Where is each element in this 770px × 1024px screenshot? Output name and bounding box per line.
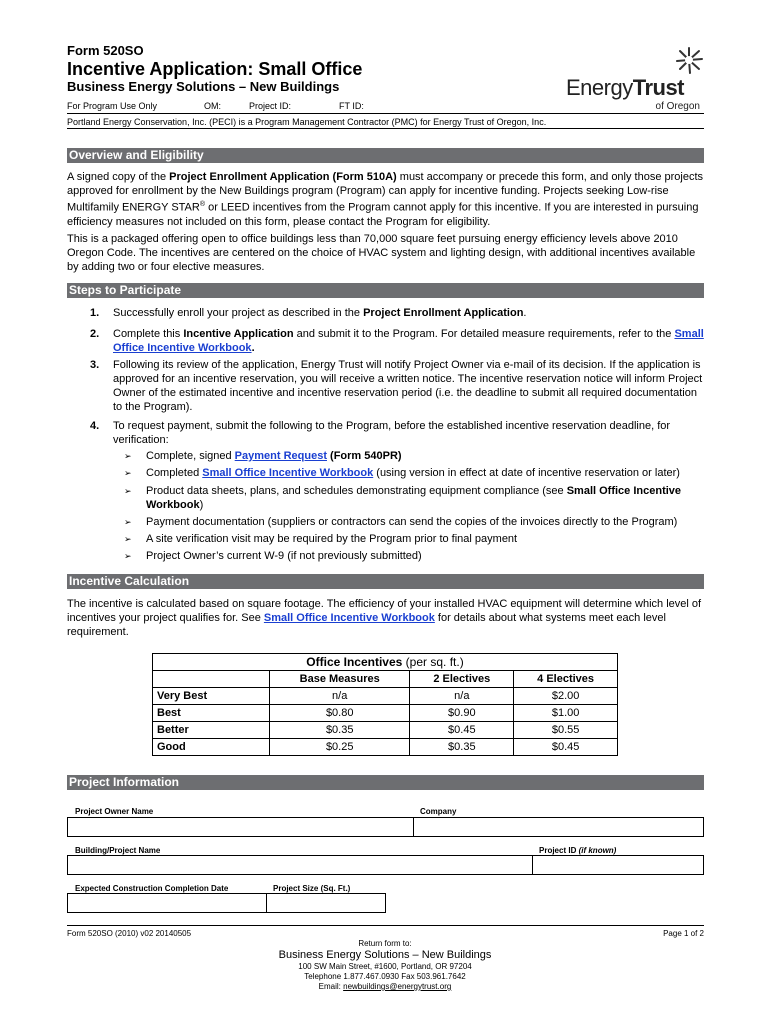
arrow-bullet-icon: ➢ — [124, 468, 132, 478]
ft-id-label: FT ID: — [339, 101, 364, 111]
table-row: Good $0.25 $0.35 $0.45 — [153, 739, 618, 756]
incentive-table — [152, 653, 618, 756]
arrow-bullet-icon: ➢ — [124, 551, 132, 561]
completion-date-field[interactable] — [67, 893, 267, 913]
project-owner-field[interactable] — [67, 817, 414, 837]
form-page: Form 520SO Incentive Application: Small Office Business Energy Solutions – New Buildings For Program Use Only OM: Project ID: FT ID: Portland Energy Conservation, Inc. (PECI) is a Program Management Contractor (PMC) for Energy Trust of Oregon, Inc. EnergyTrust of Oregon Overview and Eligibility A signed copy of the Project Enrollment Application (Form 510A) must accompany or precede this form, and only those projects approved for enrollment by the New Buildings program (Program) can apply for incentive funding. Projects seeking Low-rise Multifamily ENERGY STAR® or LEED incentives from the Program cannot apply for this incentive. If you are interested in pursuing efficiency measures not included on this form, please contact the Program for eligibility. This is a packaged offering open to office buildings less than 70,000 square feet pursuing energy efficiency levels above 2010 Oregon Code. The incentives are centered on the choice of HVAC system and lighting design, with additional incentives available by adding two or four elective measures. Steps to Participate 1. Successfully enroll your project as described in the Project Enrollment Application. 2. Complete this Incentive Application and submit it to the Program. For detailed measure requirements, refer to the Small Office Incentive Workbook. 3. Following its review of the application, Energy Trust will notify Project Owner via e-mail of its decision. If the application is approved for an incentive reservation, you will receive a written notice. The incentive reservation notice will inform Project Owner of the estimated incentive and incentive reservation period (i.e. the deadline to submit all required documentation to the Program). 4. To request payment, submit the following to the Program, before the established incentive reservation deadline, for verification: ➢ Complete, signed Payment Request (Form 540PR) ➢ Completed Small Office Incentive Workbook (using version in effect at date of incentive reservation or later) ➢ Product data sheets, plans, and schedules demonstrating equipment compliance (see Small Office Incentive Workbook) ➢ Payment documentation (suppliers or contractors can send the copies of the invoices directly to the Program) ➢ A site verification visit may be required by the Program prior to final payment ➢ Project Owner’s current W-9 (if not previously submitted) Incentive Calculation The incentive is calculated based on square footage. The efficiency of your installed HVAC equipment will determine which level of incentives your project qualifies for. See Small Office Incentive Workbook for details about what systems meet each level requirement. Office Incentives (per sq. ft.) Base Measures 2 Electives 4 Electives Very Best n/a n/a $2.00 Best $0.80 $0.90 $1.00 Better $0.35 $0.45 $0.55 Good $0.25 $0.35 $0.45 Project Information Project Owner Name Company Building/Project Name Project ID (if known) Expected Construction Completion Date Project Size (Sq. Ft.) Form 520SO (2010) v02 20140505 Page 1 of 2 Return form to: Business Energy Solutions – New Buildings 100 SW Main Street, #1600, Portland, OR 97204 Telephone 1.877.467.0930 Fax 503.961.7642 Email: newbuildings@energytrust.org — [0, 0, 770, 1024]
peci-note: Portland Energy Conservation, Inc. (PECI) is a Program Management Contractor (PMC) for Energy Trust of Oregon, Inc. — [67, 117, 547, 127]
table-row: Better $0.35 $0.45 $0.55 — [153, 722, 618, 739]
header-rule-bottom — [67, 128, 704, 129]
table-row: Best $0.80 $0.90 $1.00 — [153, 705, 618, 722]
incentive-heading: Incentive Calculation — [67, 574, 704, 589]
arrow-bullet-icon: ➢ — [124, 451, 132, 461]
return-phone: Telephone 1.877.467.0930 Fax 503.961.7642 — [304, 972, 466, 981]
form-title: Incentive Application: Small Office — [67, 59, 363, 79]
email-link[interactable]: newbuildings@energytrust.org — [343, 982, 452, 991]
page-number: Page 1 of 2 — [663, 929, 704, 938]
form-version: Form 520SO (2010) v02 20140505 — [67, 929, 192, 938]
column-header: Base Measures — [270, 671, 410, 688]
steps-heading: Steps to Participate — [67, 283, 704, 298]
overview-paragraph-2: This is a packaged offering open to office buildings less than 70,000 square feet pursuing energy efficiency levels above 2010 Oregon Code. The incentives are centered on the choice of HVAC system and lighting design, with additional incentives available by adding two or four elective measures. — [67, 233, 696, 273]
building-project-name-field[interactable] — [67, 855, 533, 875]
incentive-paragraph: The incentive is calculated based on square footage. The efficiency of your installed HVAC equipment will determine which level of incentives your project qualifies for. See Small Office Incentive Workbook for details about what systems meet each level requirement. — [67, 598, 702, 638]
project-id-field-label: Project ID (if known) — [539, 846, 617, 855]
return-to-label: Return form to: — [358, 939, 412, 948]
energy-trust-logo — [566, 45, 706, 115]
company-label: Company — [420, 807, 457, 816]
project-id-field[interactable] — [532, 855, 704, 875]
table-row: Very Best n/a n/a $2.00 — [153, 688, 618, 705]
logo-wordmark: EnergyTrust — [566, 75, 685, 100]
return-address — [230, 939, 540, 992]
table-title: Office Incentives (per sq. ft.) — [153, 654, 618, 671]
arrow-bullet-icon: ➢ — [124, 517, 132, 527]
size-label: Project Size (Sq. Ft.) — [273, 884, 351, 893]
return-street: 100 SW Main Street, #1600, Portland, OR 97204 — [298, 962, 472, 971]
footer-rule — [67, 925, 704, 926]
column-header: 2 Electives — [410, 671, 514, 688]
project-size-field[interactable] — [266, 893, 386, 913]
workbook-link-2[interactable]: Small Office Incentive Workbook — [202, 467, 374, 479]
logo-subtitle: of Oregon — [655, 101, 700, 112]
program-use-label: For Program Use Only — [67, 101, 158, 111]
column-header: 4 Electives — [514, 671, 618, 688]
table-corner — [153, 671, 270, 688]
program-use-row — [67, 101, 547, 113]
sunburst-icon — [674, 45, 704, 75]
om-label: OM: — [204, 101, 221, 111]
form-id: Form 520SO — [67, 43, 144, 58]
overview-heading: Overview and Eligibility — [67, 148, 704, 163]
return-email-row: Email: newbuildings@energytrust.org — [318, 982, 452, 991]
form-subtitle: Business Energy Solutions – New Buildings — [67, 79, 340, 94]
overview-paragraph-1: A signed copy of the Project Enrollment Application (Form 510A) must accompany or precede this form, and only those projects approved for enrollment by the New Buildings program (Program) can apply for incentive funding. Projects seeking Low-rise Multifamily ENERGY STAR® or LEED incentives from the Program cannot apply for this incentive. If you are interested in pursuing efficiency measures not included on this form, please contact the Program for eligibility. — [67, 171, 704, 228]
arrow-bullet-icon: ➢ — [124, 534, 132, 544]
building-label: Building/Project Name — [75, 846, 161, 855]
project-id-label: Project ID: — [249, 101, 292, 111]
workbook-link[interactable]: Small Office Incentive Workbook — [113, 328, 704, 354]
completion-label: Expected Construction Completion Date — [75, 884, 229, 893]
payment-request-link[interactable]: Payment Request — [234, 450, 327, 462]
project-heading: Project Information — [67, 775, 704, 790]
owner-label: Project Owner Name — [75, 807, 154, 816]
arrow-bullet-icon: ➢ — [124, 486, 132, 496]
return-org: Business Energy Solutions – New Buildings — [278, 949, 492, 961]
workbook-link-3[interactable]: Small Office Incentive Workbook — [263, 612, 435, 624]
company-field[interactable] — [413, 817, 704, 837]
